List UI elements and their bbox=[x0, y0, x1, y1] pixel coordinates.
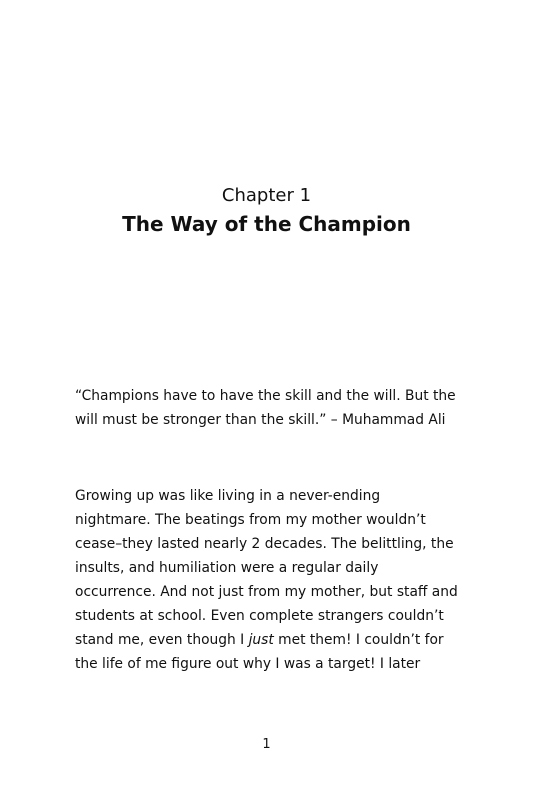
body-line: Growing up was like living in a never-ending bbox=[75, 488, 381, 504]
chapter-label: Chapter 1 bbox=[221, 185, 312, 206]
chapter-title: The Way of the Champion bbox=[122, 212, 411, 236]
epigraph-line: “Champions have to have the skill and the will. But the bbox=[75, 388, 456, 404]
body-line bbox=[75, 628, 475, 652]
body-text-fragment: met them! I couldn’t for bbox=[273, 632, 444, 648]
body-line: insults, and humiliation were a regular daily bbox=[75, 560, 379, 576]
epigraph-line: will must be stronger than the skill.” – Muhammad Ali bbox=[75, 412, 446, 428]
body-line: nightmare. The beatings from my mother wouldn’t bbox=[75, 512, 426, 528]
body-line: cease–they lasted nearly 2 decades. The belittling, the bbox=[75, 536, 454, 552]
body-line: the life of me figure out why I was a target! I later bbox=[75, 656, 421, 672]
body-paragraph bbox=[75, 484, 475, 676]
page-number: 1 bbox=[262, 737, 271, 752]
body-line: students at school. Even complete strangers couldn’t bbox=[75, 608, 444, 624]
emphasis-text: just bbox=[248, 632, 274, 648]
epigraph-quote bbox=[75, 384, 475, 432]
body-line: occurrence. And not just from my mother, but staff and bbox=[75, 584, 458, 600]
body-text-fragment: stand me, even though I bbox=[75, 632, 249, 648]
